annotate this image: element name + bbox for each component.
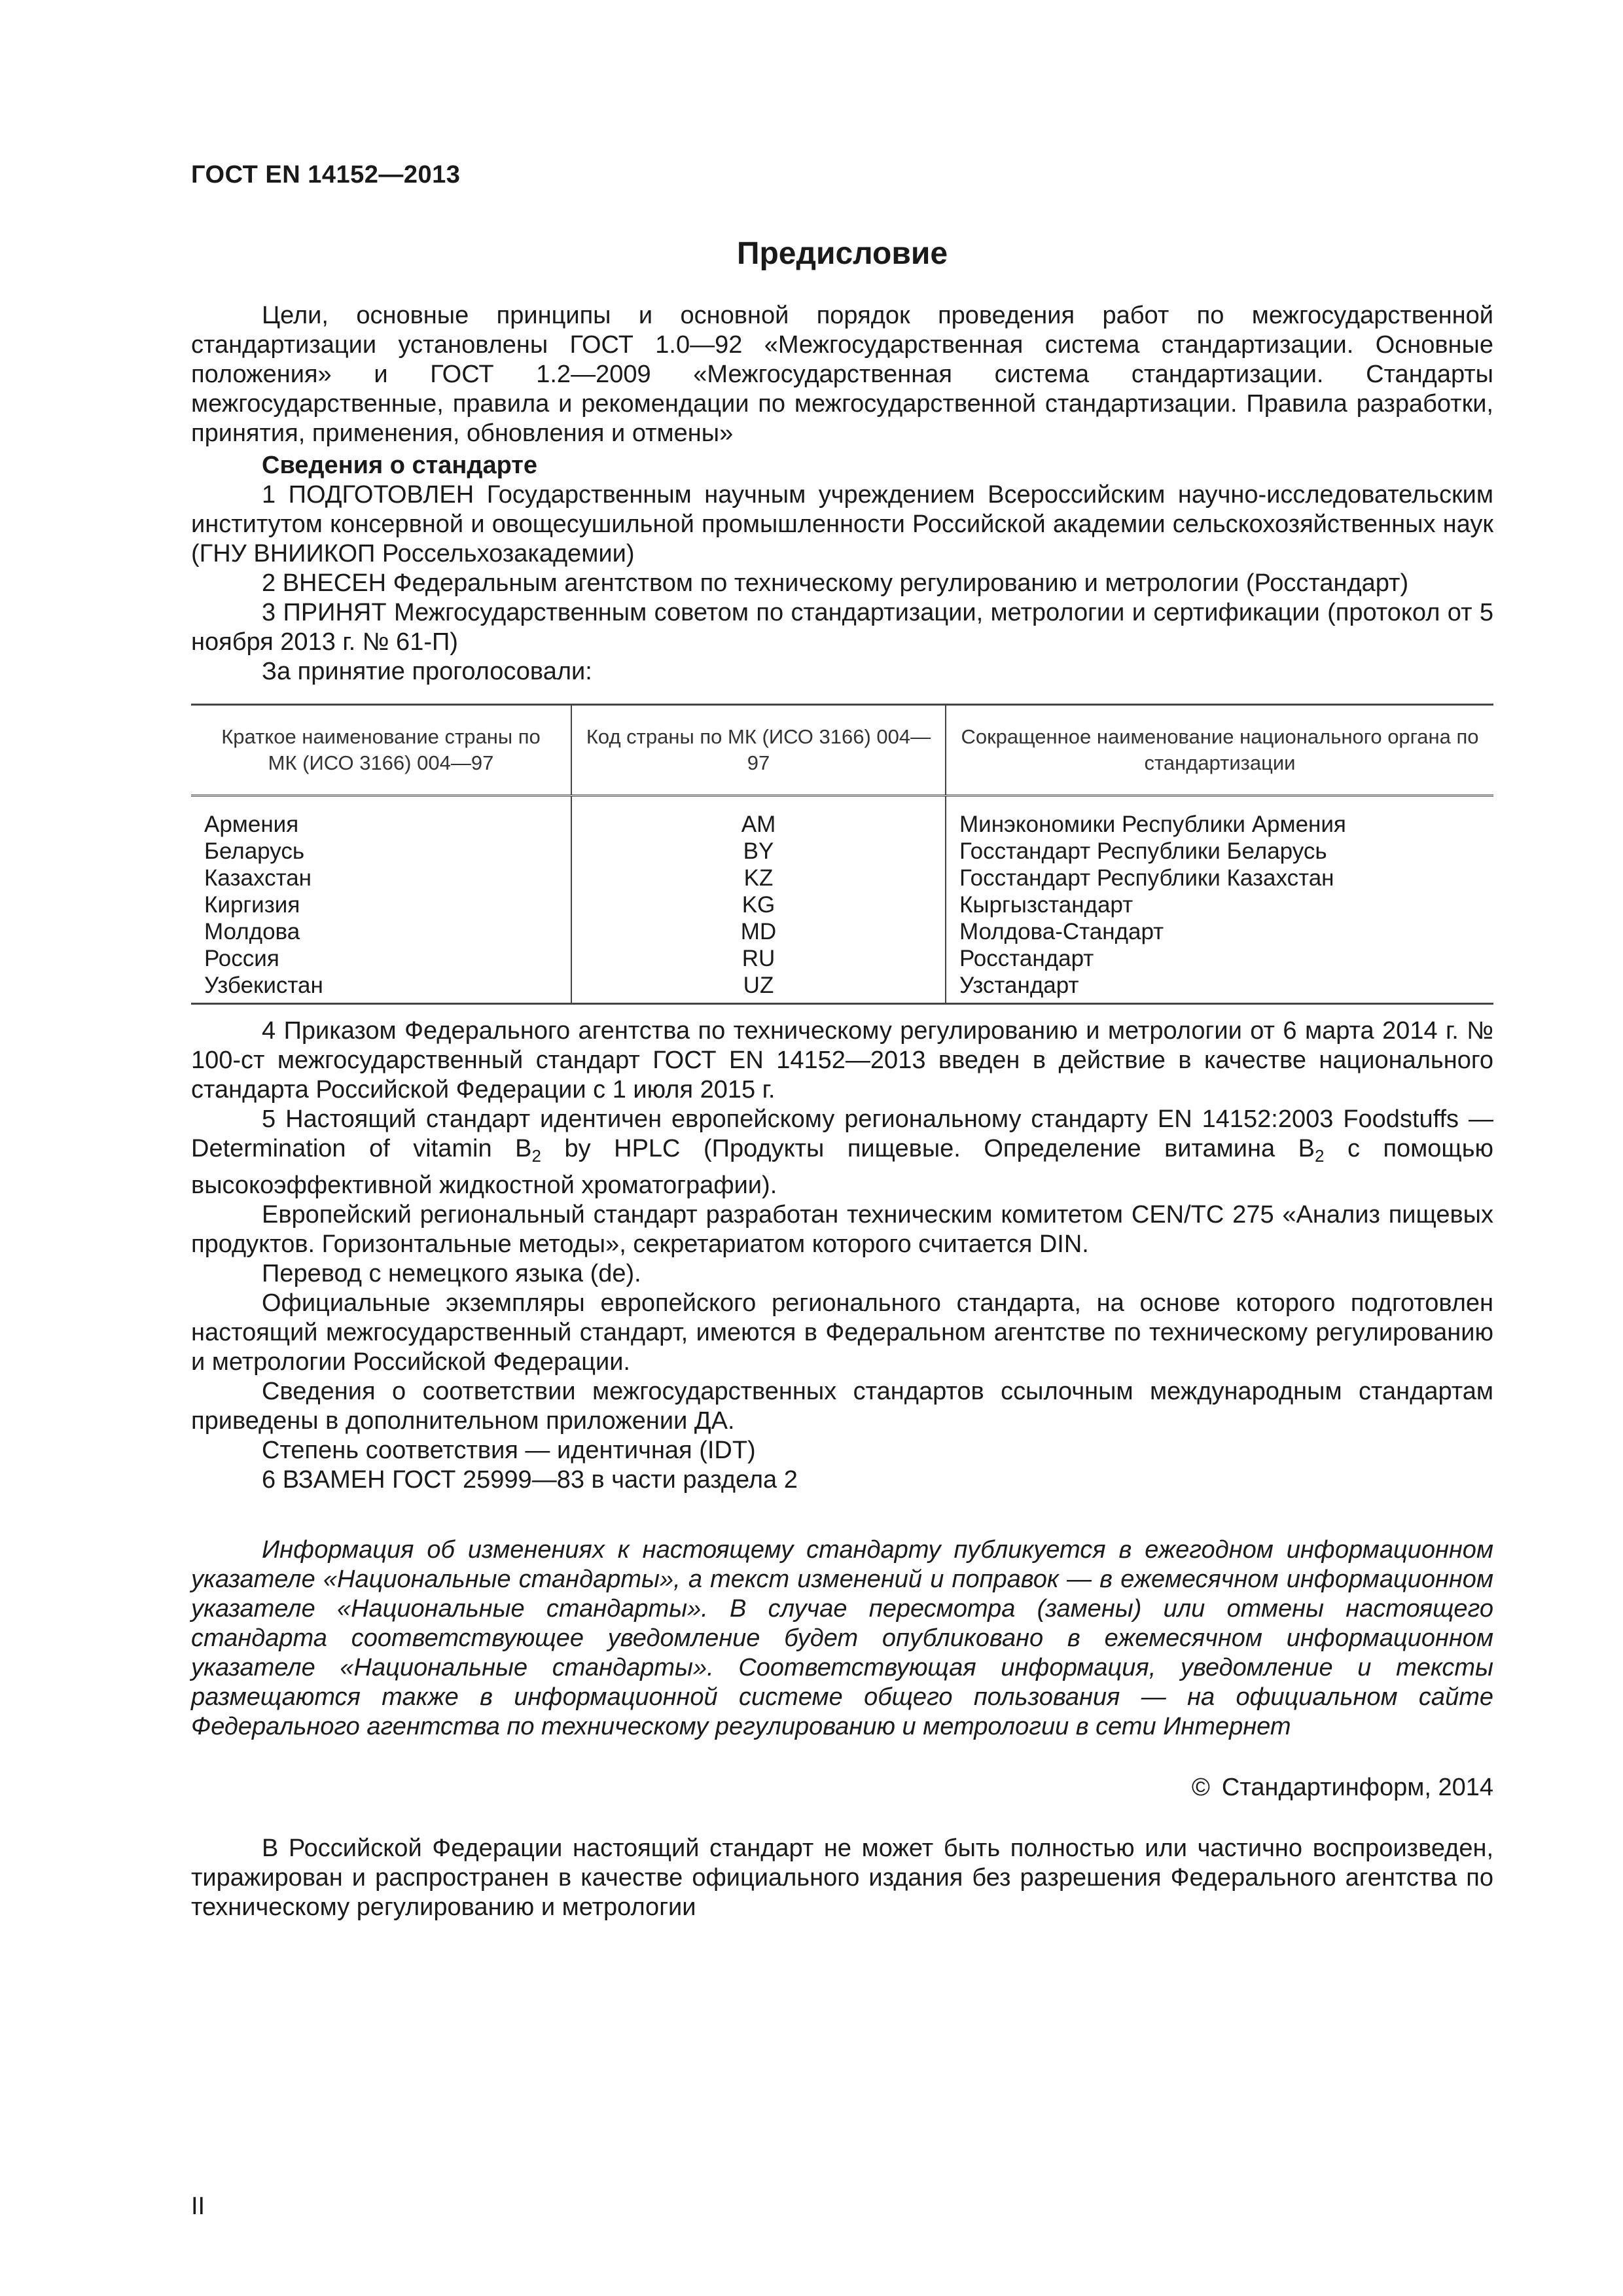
cell-code: KG <box>571 891 946 918</box>
cell-country: Беларусь <box>204 838 305 864</box>
copyright-icon: © <box>1191 1774 1210 1801</box>
intro-paragraph: Цели, основные принципы и основной порядок проведения работ по межгосударственной стандартизации установлены ГОСТ 1.0—92 «Межгосударственная система стандартизации. Основные положения» и ГОСТ 1.2—2009 «Межгосударственная система стандартизации. Стандарты межгосударственные, правила и рекомендации по межгосударственной стандартизации. Правила разработки, принятия, применения, обновления и отмены» <box>191 302 1493 447</box>
header-body: Сокращенное наименование национального органа по стандартизации <box>946 705 1493 796</box>
european-standard-paragraph: Европейский региональный стандарт разработан техническим комитетом CEN/TC 275 «Анализ пищевых продуктов. Горизонтальные методы», секретариатом которого считается DIN. <box>191 1201 1493 1258</box>
reproduction-notice: В Российской Федерации настоящий стандарт не может быть полностью или частично воспроизведен, тиражирован и распространен в качестве официального издания без разрешения Федерального агентства по техническому регулированию и метрологии <box>191 1835 1493 1921</box>
cell-code: RU <box>571 945 946 972</box>
item-5-text-a: 5 Настоящий стандарт идентичен европейскому региональному стандарту EN 14152:2003 Foodstuffs — Determination of vitamin B <box>191 1105 1493 1162</box>
header-country: Краткое наименование страны по МК (ИСО 3166) 004—97 <box>191 705 571 796</box>
document-code-header: ГОСТ EN 14152—2013 <box>191 161 461 188</box>
table-header-row <box>191 705 1493 796</box>
page-title: Предисловие <box>736 236 948 271</box>
copyright-text: Стандартинформ, 2014 <box>1221 1774 1493 1801</box>
table-row <box>191 891 1493 918</box>
cell-code: UZ <box>571 972 946 1004</box>
item-3-paragraph: 3 ПРИНЯТ Межгосударственным советом по стандартизации, метрологии и сертификации (протокол от 5 ноября 2013 г. № 61-П) <box>191 599 1493 656</box>
official-copies-paragraph: Официальные экземпляры европейского регионального стандарта, на основе которого подготовлен настоящий межгосударственный стандарт, имеются в Федеральном агентстве по техническому регулированию и метрологии Российской Федерации. <box>191 1289 1493 1376</box>
cell-code: KZ <box>571 865 946 891</box>
voting-table <box>191 704 1493 1005</box>
vitamin-subscript: 2 <box>531 1146 541 1166</box>
cell-body: Узстандарт <box>946 972 1493 1004</box>
page-number: II <box>191 2193 205 2220</box>
cell-code: MD <box>571 918 946 945</box>
cell-body: Госстандарт Республики Беларусь <box>946 838 1493 865</box>
after-table-section <box>191 1016 1493 1495</box>
cell-body: Кыргызстандарт <box>946 891 1493 918</box>
info-heading: Сведения о стандарте <box>262 452 538 479</box>
cell-body: Госстандарт Республики Казахстан <box>946 865 1493 891</box>
copyright-line <box>191 1773 1493 1803</box>
references-paragraph: Сведения о соответствии межгосударственных стандартов ссылочным международным стандартам приведены в дополнительном приложении ДА. <box>191 1378 1493 1435</box>
item-6-paragraph: 6 ВЗАМЕН ГОСТ 25999—83 в части раздела 2 <box>262 1466 798 1494</box>
cell-body: Минэкономики Республики Армения <box>946 796 1493 838</box>
item-5-text-b: by HPLC (Продукты пищевые. Определение витамина B <box>541 1135 1315 1162</box>
item-4-paragraph: 4 Приказом Федерального агентства по техническому регулированию и метрологии от 6 марта 2014 г. № 100-ст межгосударственный стандарт ГОСТ EN 14152—2013 введен в действие в качестве национального стандарта Российской Федерации с 1 июля 2015 г. <box>191 1017 1493 1103</box>
voted-label: За принятие проголосовали: <box>262 658 592 685</box>
table-row <box>191 796 1493 838</box>
item-5-paragraph <box>191 1105 1493 1200</box>
degree-paragraph: Степень соответствия — идентичная (IDT) <box>262 1437 756 1464</box>
cell-country: Узбекистан <box>204 973 323 998</box>
document-page <box>191 0 1500 2296</box>
cell-code: AM <box>571 796 946 838</box>
translation-paragraph: Перевод с немецкого языка (de). <box>262 1260 641 1287</box>
cell-country: Киргизия <box>204 892 300 918</box>
item-1-paragraph: 1 ПОДГОТОВЛЕН Государственным научным учреждением Всероссийским научно-исследовательским институтом консервной и овощесушильной промышленности Российской академии сельскохозяйственных наук (ГНУ ВНИИКОП Россельхозакадемии) <box>191 481 1493 567</box>
cell-code: BY <box>571 838 946 865</box>
table-row <box>191 918 1493 945</box>
cell-country: Россия <box>204 946 279 971</box>
cell-body: Молдова-Стандарт <box>946 918 1493 945</box>
header-code: Код страны по МК (ИСО 3166) 004—97 <box>571 705 946 796</box>
item-2-paragraph: 2 ВНЕСЕН Федеральным агентством по техническому регулированию и метрологии (Росстандарт) <box>262 569 1409 597</box>
voting-table-wrap <box>191 704 1493 1005</box>
table-row <box>191 945 1493 972</box>
changes-notice: Информация об изменениях к настоящему стандарту публикуется в ежегодном информационном указателе «Национальные стандарты», а текст изменений и поправок — в ежемесячном информационном указателе «Национальные стандарты». В случае пересмотра (замены) или отмены настоящего стандарта соответствующее уведомление будет опубликовано в ежемесячном информационном указателе «Национальные стандарты». Соответствующая информация, уведомление и тексты размещаются также в информационной системе общего пользования — на официальном сайте Федерального агентства по техническому регулированию и метрологии в сети Интернет <box>191 1536 1493 1740</box>
item-5-text-c: с помощью высокоэффективной жидкостной хроматографии). <box>191 1135 1493 1199</box>
table-row <box>191 972 1493 1004</box>
cell-body: Росстандарт <box>946 945 1493 972</box>
table-row <box>191 838 1493 865</box>
table-row <box>191 865 1493 891</box>
document-body <box>191 301 1493 1922</box>
vitamin-subscript: 2 <box>1314 1146 1325 1166</box>
cell-country: Молдова <box>204 919 300 944</box>
cell-country: Казахстан <box>204 865 312 891</box>
cell-country: Армения <box>204 812 299 837</box>
